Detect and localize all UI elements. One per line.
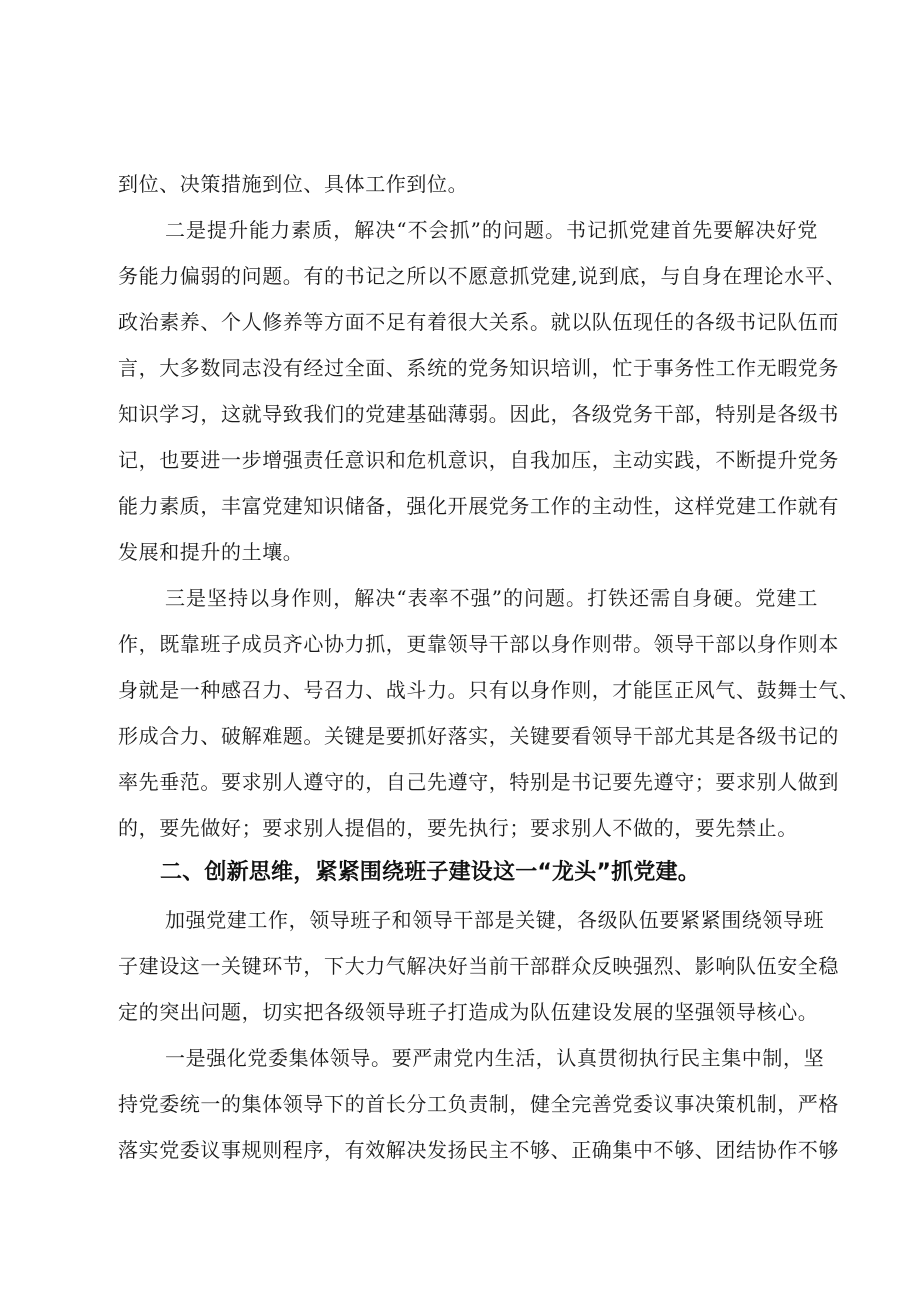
paragraph-line: 子建设这一关键环节，下大力气解决好当前干部群众反映强烈、影响队伍安全稳 [118, 954, 839, 978]
paragraph-line: 作，既靠班子成员齐心协力抓，更靠领导干部以身作则带。领导干部以身作则本 [118, 632, 839, 656]
paragraph-line: 的，要先做好；要求别人提倡的，要先执行；要求别人不做的，要先禁止。 [118, 816, 798, 840]
section-heading: 二、创新思维，紧紧围绕班子建设这一“龙头”抓党建。 [160, 860, 700, 885]
paragraph-line: 落实党委议事规则程序，有效解决发扬民主不够、正确集中不够、团结协作不够 [118, 1138, 839, 1162]
paragraph-line: 率先垂范。要求别人遵守的，自己先遵守，特别是书记要先遵守；要求别人做到 [118, 770, 839, 794]
paragraph-line: 三是坚持以身作则，解决“表率不强”的问题。打铁还需自身硬。党建工 [165, 586, 818, 610]
paragraph-line: 到位、决策措施到位、具体工作到位。 [118, 172, 469, 196]
paragraph-line: 政治素养、个人修养等方面不足有着很大关系。就以队伍现任的各级书记队伍而 [118, 310, 839, 334]
paragraph-line: 务能力偏弱的问题。有的书记之所以不愿意抓党建,说到底，与自身在理论水平、 [118, 264, 846, 288]
paragraph-line: 定的突出问题，切实把各级领导班子打造成为队伍建设发展的坚强领导核心。 [118, 1000, 819, 1024]
paragraph-line: 持党委统一的集体领导下的首长分工负责制，健全完善党委议事决策机制，严格 [118, 1092, 839, 1116]
paragraph-line: 一是强化党委集体领导。要严肃党内生活，认真贯彻执行民主集中制，坚 [165, 1046, 825, 1070]
paragraph-line: 加强党建工作，领导班子和领导干部是关键，各级队伍要紧紧围绕领导班 [165, 908, 825, 932]
paragraph-line: 知识学习，这就导致我们的党建基础薄弱。因此，各级党务干部，特别是各级书 [118, 402, 839, 426]
paragraph-line: 二是提升能力素质，解决“不会抓”的问题。书记抓党建首先要解决好党 [165, 218, 818, 242]
paragraph-line: 发展和提升的土壤。 [118, 540, 304, 564]
paragraph-line: 身就是一种感召力、号召力、战斗力。只有以身作则，才能匡正风气、鼓舞士气、 [118, 678, 860, 702]
paragraph-line: 言，大多数同志没有经过全面、系统的党务知识培训，忙于事务性工作无暇党务 [118, 356, 839, 380]
paragraph-line: 能力素质，丰富党建知识储备，强化开展党务工作的主动性，这样党建工作就有 [118, 494, 839, 518]
paragraph-line: 形成合力、破解难题。关键是要抓好落实，关键要看领导干部尤其是各级书记的 [118, 724, 839, 748]
paragraph-line: 记，也要进一步增强责任意识和危机意识，自我加压，主动实践，不断提升党务 [118, 448, 839, 472]
